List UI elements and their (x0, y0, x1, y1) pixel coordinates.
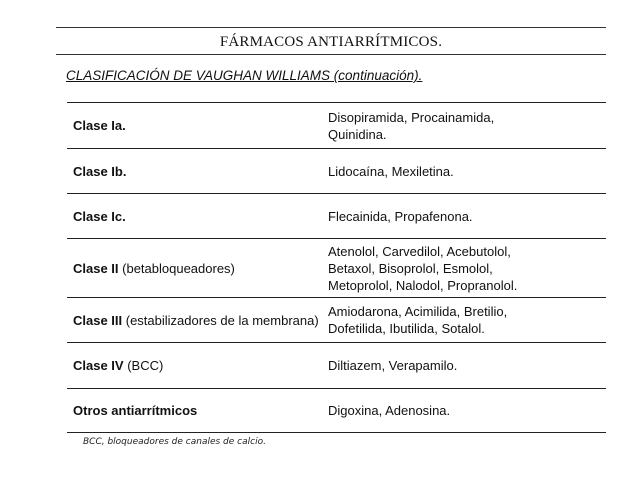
drug-line: Amiodarona, Acimilida, Bretilio, (328, 304, 508, 319)
drug-line: Atenolol, Carvedilol, Acebutolol, (328, 243, 511, 259)
class-cell (67, 402, 324, 419)
class-label: Clase II (73, 260, 119, 276)
class-note: (estabilizadores de la membrana) (122, 312, 319, 328)
class-label: Clase III (73, 312, 123, 328)
class-note: (BCC) (123, 358, 164, 373)
classification-table (67, 102, 606, 433)
class-cell (67, 260, 324, 277)
drugs-cell (324, 243, 606, 294)
drugs-cell (324, 109, 606, 143)
drug-line: Disopiramida, Procainamida, (328, 109, 495, 125)
drug-line: Lidocaína, Mexiletina. (328, 163, 454, 179)
class-label: Clase Ib. (73, 163, 127, 179)
drugs-cell (324, 357, 606, 374)
drugs-cell (324, 163, 606, 180)
class-cell (67, 117, 324, 134)
drugs-cell (324, 208, 606, 225)
drug-line: Dofetilida, Ibutilida, Sotalol. (328, 321, 485, 336)
class-label: Clase Ia. (73, 118, 126, 133)
drug-line: Flecainida, Propafenona. (328, 208, 473, 224)
table-row (67, 388, 606, 433)
drug-line: Diltiazem, Verapamilo. (328, 358, 458, 373)
class-cell (67, 208, 324, 225)
table-subtitle: CLASIFICACIÓN DE VAUGHAN WILLIAMS (continuación). (66, 68, 423, 83)
class-label: Otros antiarrítmicos (73, 403, 198, 418)
table-row (67, 102, 606, 148)
class-cell (67, 312, 324, 329)
drugs-cell (324, 303, 606, 337)
drug-line: Digoxina, Adenosina. (328, 403, 451, 418)
table-row (67, 148, 606, 193)
page-title: FÁRMACOS ANTIARRÍTMICOS. (219, 34, 443, 50)
drug-line: Betaxol, Bisoprolol, Esmolol, (328, 260, 493, 276)
top-rule (56, 27, 606, 28)
header-rule (56, 54, 606, 55)
table-row (67, 238, 606, 297)
drug-line: Quinidina. (328, 126, 387, 142)
class-cell (67, 163, 324, 180)
class-note: (betabloqueadores) (118, 260, 235, 276)
class-label: Clase Ic. (73, 208, 126, 224)
table-row (67, 342, 606, 388)
table-row (67, 297, 606, 342)
class-cell (67, 357, 324, 374)
drug-line: Metoprolol, Nalodol, Propranolol. (328, 277, 518, 293)
table-row (67, 193, 606, 238)
drugs-cell (324, 402, 606, 419)
class-label: Clase IV (73, 358, 124, 373)
footnote: BCC, bloqueadores de canales de calcio. (83, 437, 266, 447)
